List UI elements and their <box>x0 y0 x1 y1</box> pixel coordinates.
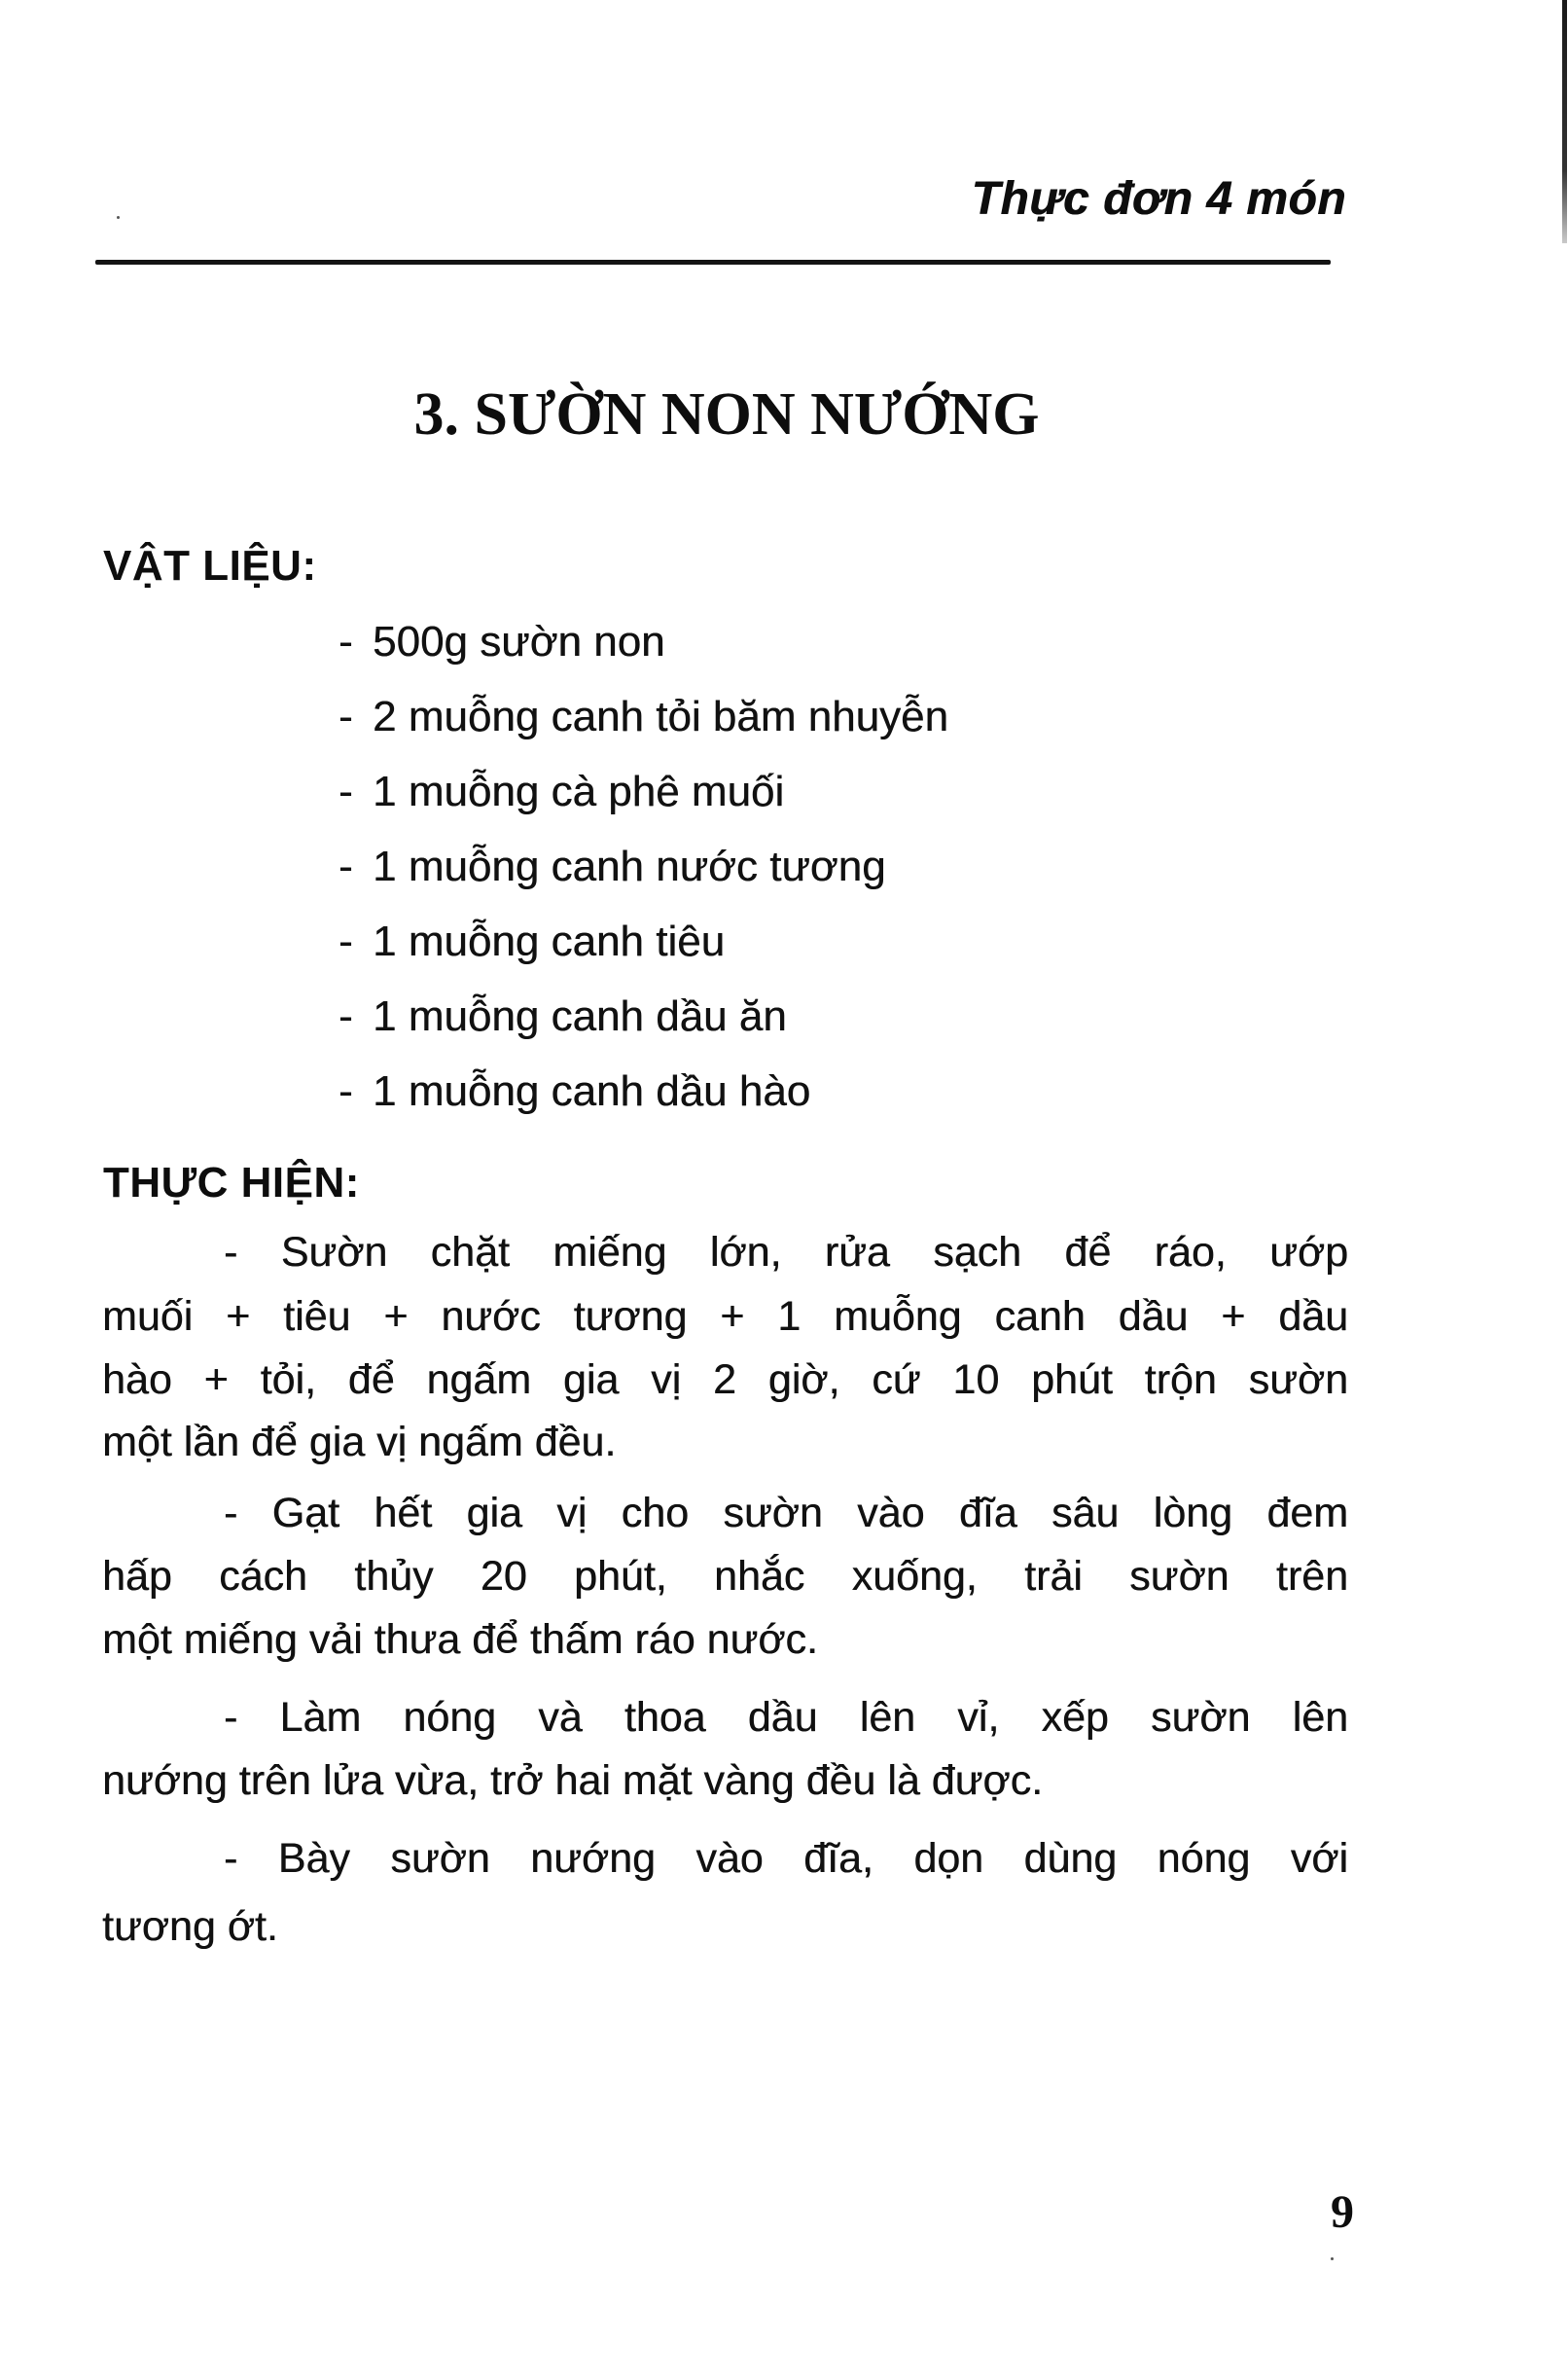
ingredient-item <box>339 904 948 979</box>
step-3-line: nướng trên lửa vừa, trở hai mặt vàng đều là được. <box>102 1757 1044 1804</box>
recipe-title: 3. SƯỜN NON NƯỚNG <box>413 381 1040 448</box>
list-dash: - <box>339 693 353 740</box>
header-divider <box>95 260 1331 265</box>
step-2-line: hấp cách thủy 20 phút, nhắc xuống, trải sườn trên <box>102 1553 1348 1600</box>
ingredient-text: 500g sườn non <box>373 618 665 666</box>
list-dash: - <box>339 843 353 890</box>
ingredients-list <box>339 604 948 1129</box>
step-1-line: hào + tỏi, để ngấm gia vị 2 giờ, cứ 10 phút trộn sườn <box>102 1356 1348 1403</box>
ingredient-text: 1 muỗng canh tiêu <box>373 918 726 965</box>
list-dash: - <box>339 768 353 815</box>
ingredient-text: 2 muỗng canh tỏi băm nhuyễn <box>373 693 948 740</box>
scan-edge-shadow <box>1562 0 1567 243</box>
step-4-line: - Bày sườn nướng vào đĩa, dọn dùng nóng với <box>224 1835 1348 1882</box>
ingredient-text: 1 muỗng cà phê muối <box>373 768 785 815</box>
ingredient-item <box>339 1054 948 1129</box>
step-1-line: muối + tiêu + nước tương + 1 muỗng canh dầu + dầu <box>102 1293 1348 1340</box>
list-dash: - <box>339 992 353 1040</box>
ingredient-text: 1 muỗng canh dầu hào <box>373 1067 811 1115</box>
list-dash: - <box>339 618 353 666</box>
running-header: Thực đơn 4 món <box>971 173 1346 225</box>
step-4-line: tương ớt. <box>102 1903 278 1950</box>
ingredient-item <box>339 979 948 1054</box>
step-1-line: một lần để gia vị ngấm đều. <box>102 1419 617 1465</box>
step-2-line: một miếng vải thưa để thấm ráo nước. <box>102 1616 818 1663</box>
list-dash: - <box>339 918 353 965</box>
ingredient-item <box>339 679 948 754</box>
ingredient-item <box>339 829 948 904</box>
ingredient-item <box>339 754 948 829</box>
scan-speck <box>117 216 120 219</box>
step-3-line: - Làm nóng và thoa dầu lên vỉ, xếp sườn lên <box>224 1694 1348 1741</box>
ingredients-heading: VẬT LIỆU: <box>103 542 317 590</box>
method-heading: THỰC HIỆN: <box>103 1159 360 1207</box>
scan-speck <box>1331 2257 1334 2260</box>
page-number: 9 <box>1331 2186 1354 2238</box>
ingredient-text: 1 muỗng canh dầu ăn <box>373 992 787 1040</box>
ingredient-text: 1 muỗng canh nước tương <box>373 843 886 890</box>
step-2-line: - Gạt hết gia vị cho sườn vào đĩa sâu lòng đem <box>224 1490 1348 1536</box>
ingredient-item <box>339 604 948 679</box>
step-1-line: - Sườn chặt miếng lớn, rửa sạch để ráo, ướp <box>224 1229 1348 1276</box>
list-dash: - <box>339 1067 353 1115</box>
